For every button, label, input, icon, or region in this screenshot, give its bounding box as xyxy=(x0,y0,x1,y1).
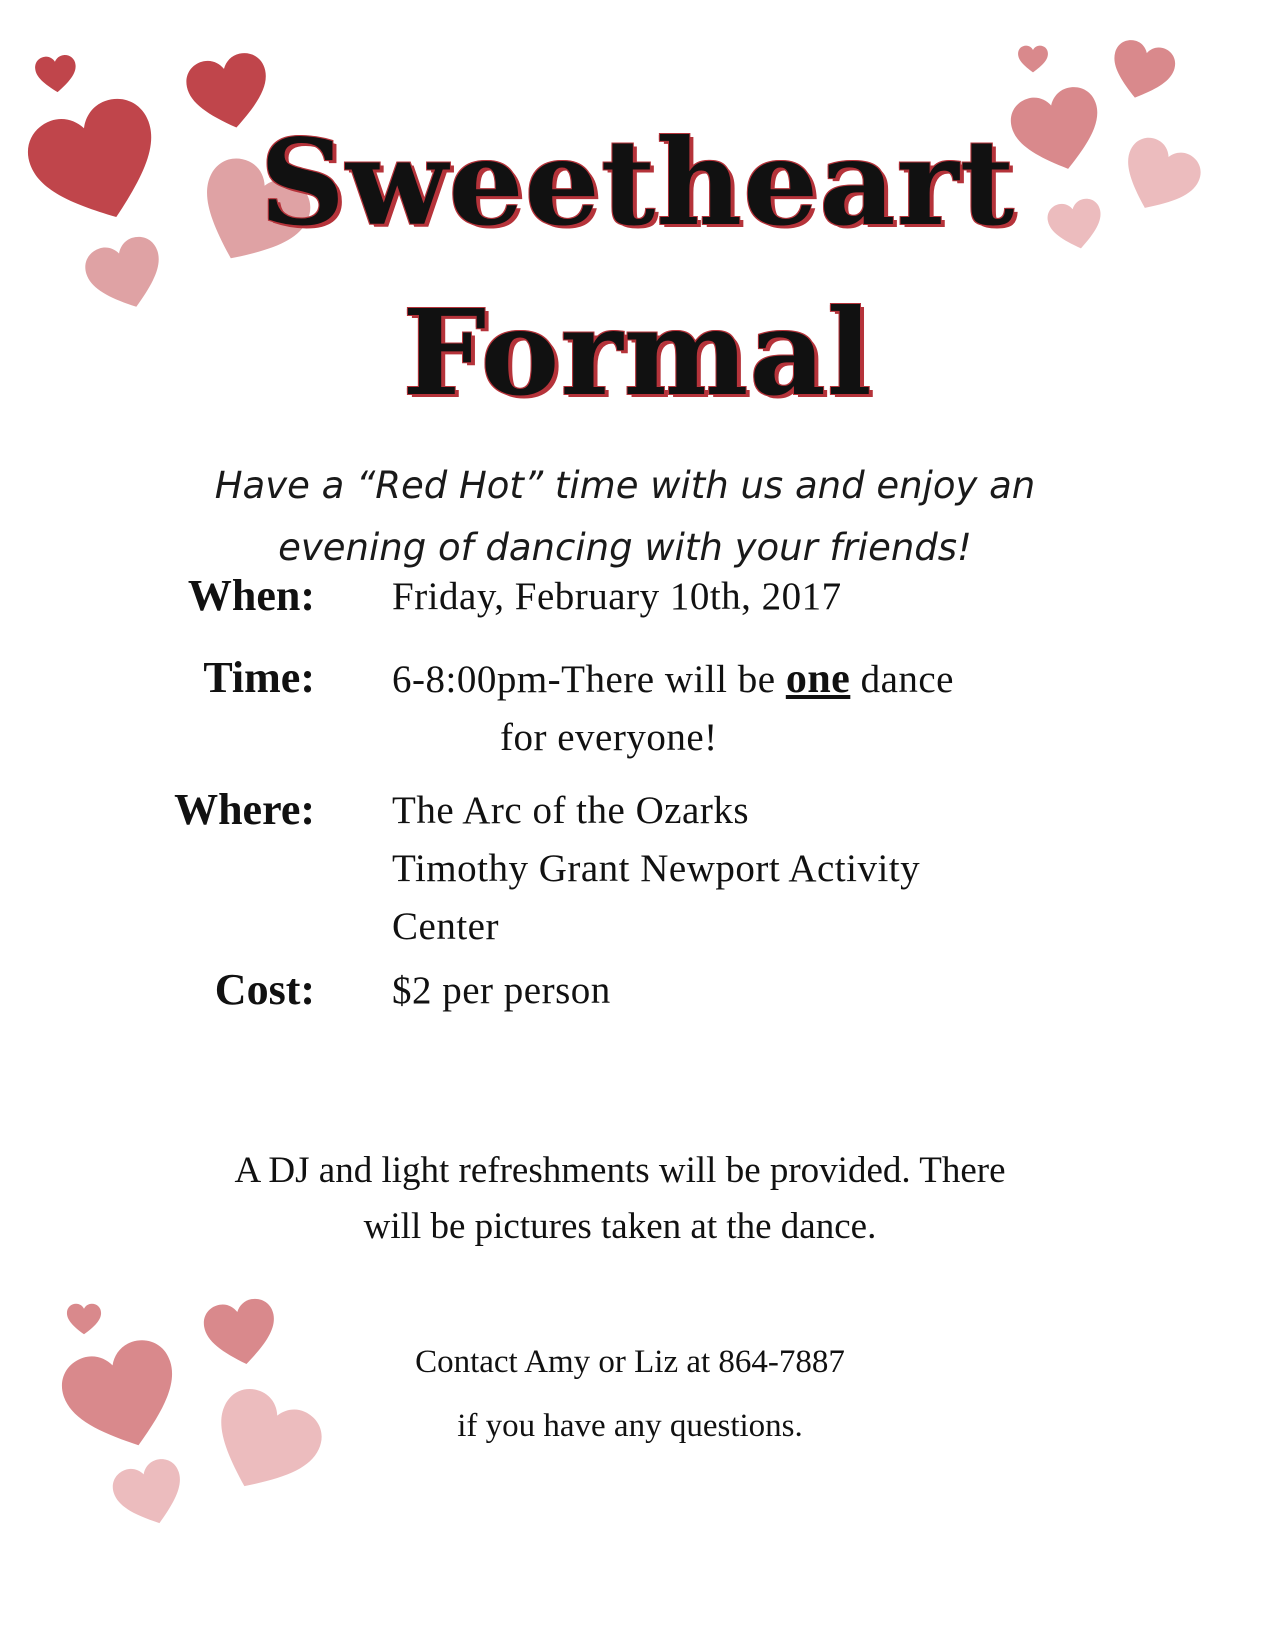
heart-icon xyxy=(45,1327,201,1467)
refreshments-note xyxy=(120,1143,1120,1255)
where-line-3: Center xyxy=(392,905,499,948)
contact-info xyxy=(200,1330,1060,1458)
when-value: Friday, February 10th, 2017 xyxy=(392,575,842,618)
title-line-2: Formal xyxy=(402,283,873,422)
when-label: When: xyxy=(187,571,315,620)
tagline-line-2: evening of dancing with your friends! xyxy=(278,526,972,569)
cost-label: Cost: xyxy=(214,965,315,1014)
note-line-2: will be pictures taken at the dance. xyxy=(363,1206,877,1247)
time-value xyxy=(392,650,1092,767)
heart-icon xyxy=(1104,35,1181,108)
where-line-1: The Arc of the Ozarks xyxy=(392,789,750,832)
time-label: Time: xyxy=(203,653,315,702)
where-line-2: Timothy Grant Newport Activity xyxy=(392,847,921,890)
cost-value: $2 per person xyxy=(392,969,611,1012)
contact-line-2: if you have any questions. xyxy=(457,1408,803,1444)
heart-icon xyxy=(28,53,83,95)
contact-line-1: Contact Amy or Liz at 864-7887 xyxy=(415,1344,845,1380)
where-label: Where: xyxy=(174,785,315,834)
tagline xyxy=(150,455,1100,579)
time-value-line-2: for everyone! xyxy=(500,716,718,759)
note-line-1: A DJ and light refreshments will be provided. There xyxy=(234,1150,1006,1191)
tagline-line-1: Have a “Red Hot” time with us and enjoy an xyxy=(214,464,1036,507)
heart-icon xyxy=(100,1451,200,1538)
heart-icon xyxy=(62,1303,106,1335)
title-line-1: Sweetheart xyxy=(259,113,1016,252)
time-value-start: 6-8:00pm-There will be xyxy=(392,658,786,701)
where-value xyxy=(392,782,1092,956)
time-value-emphasis: one xyxy=(785,656,851,702)
heart-icon xyxy=(1015,45,1051,73)
time-value-end: dance xyxy=(850,658,954,701)
